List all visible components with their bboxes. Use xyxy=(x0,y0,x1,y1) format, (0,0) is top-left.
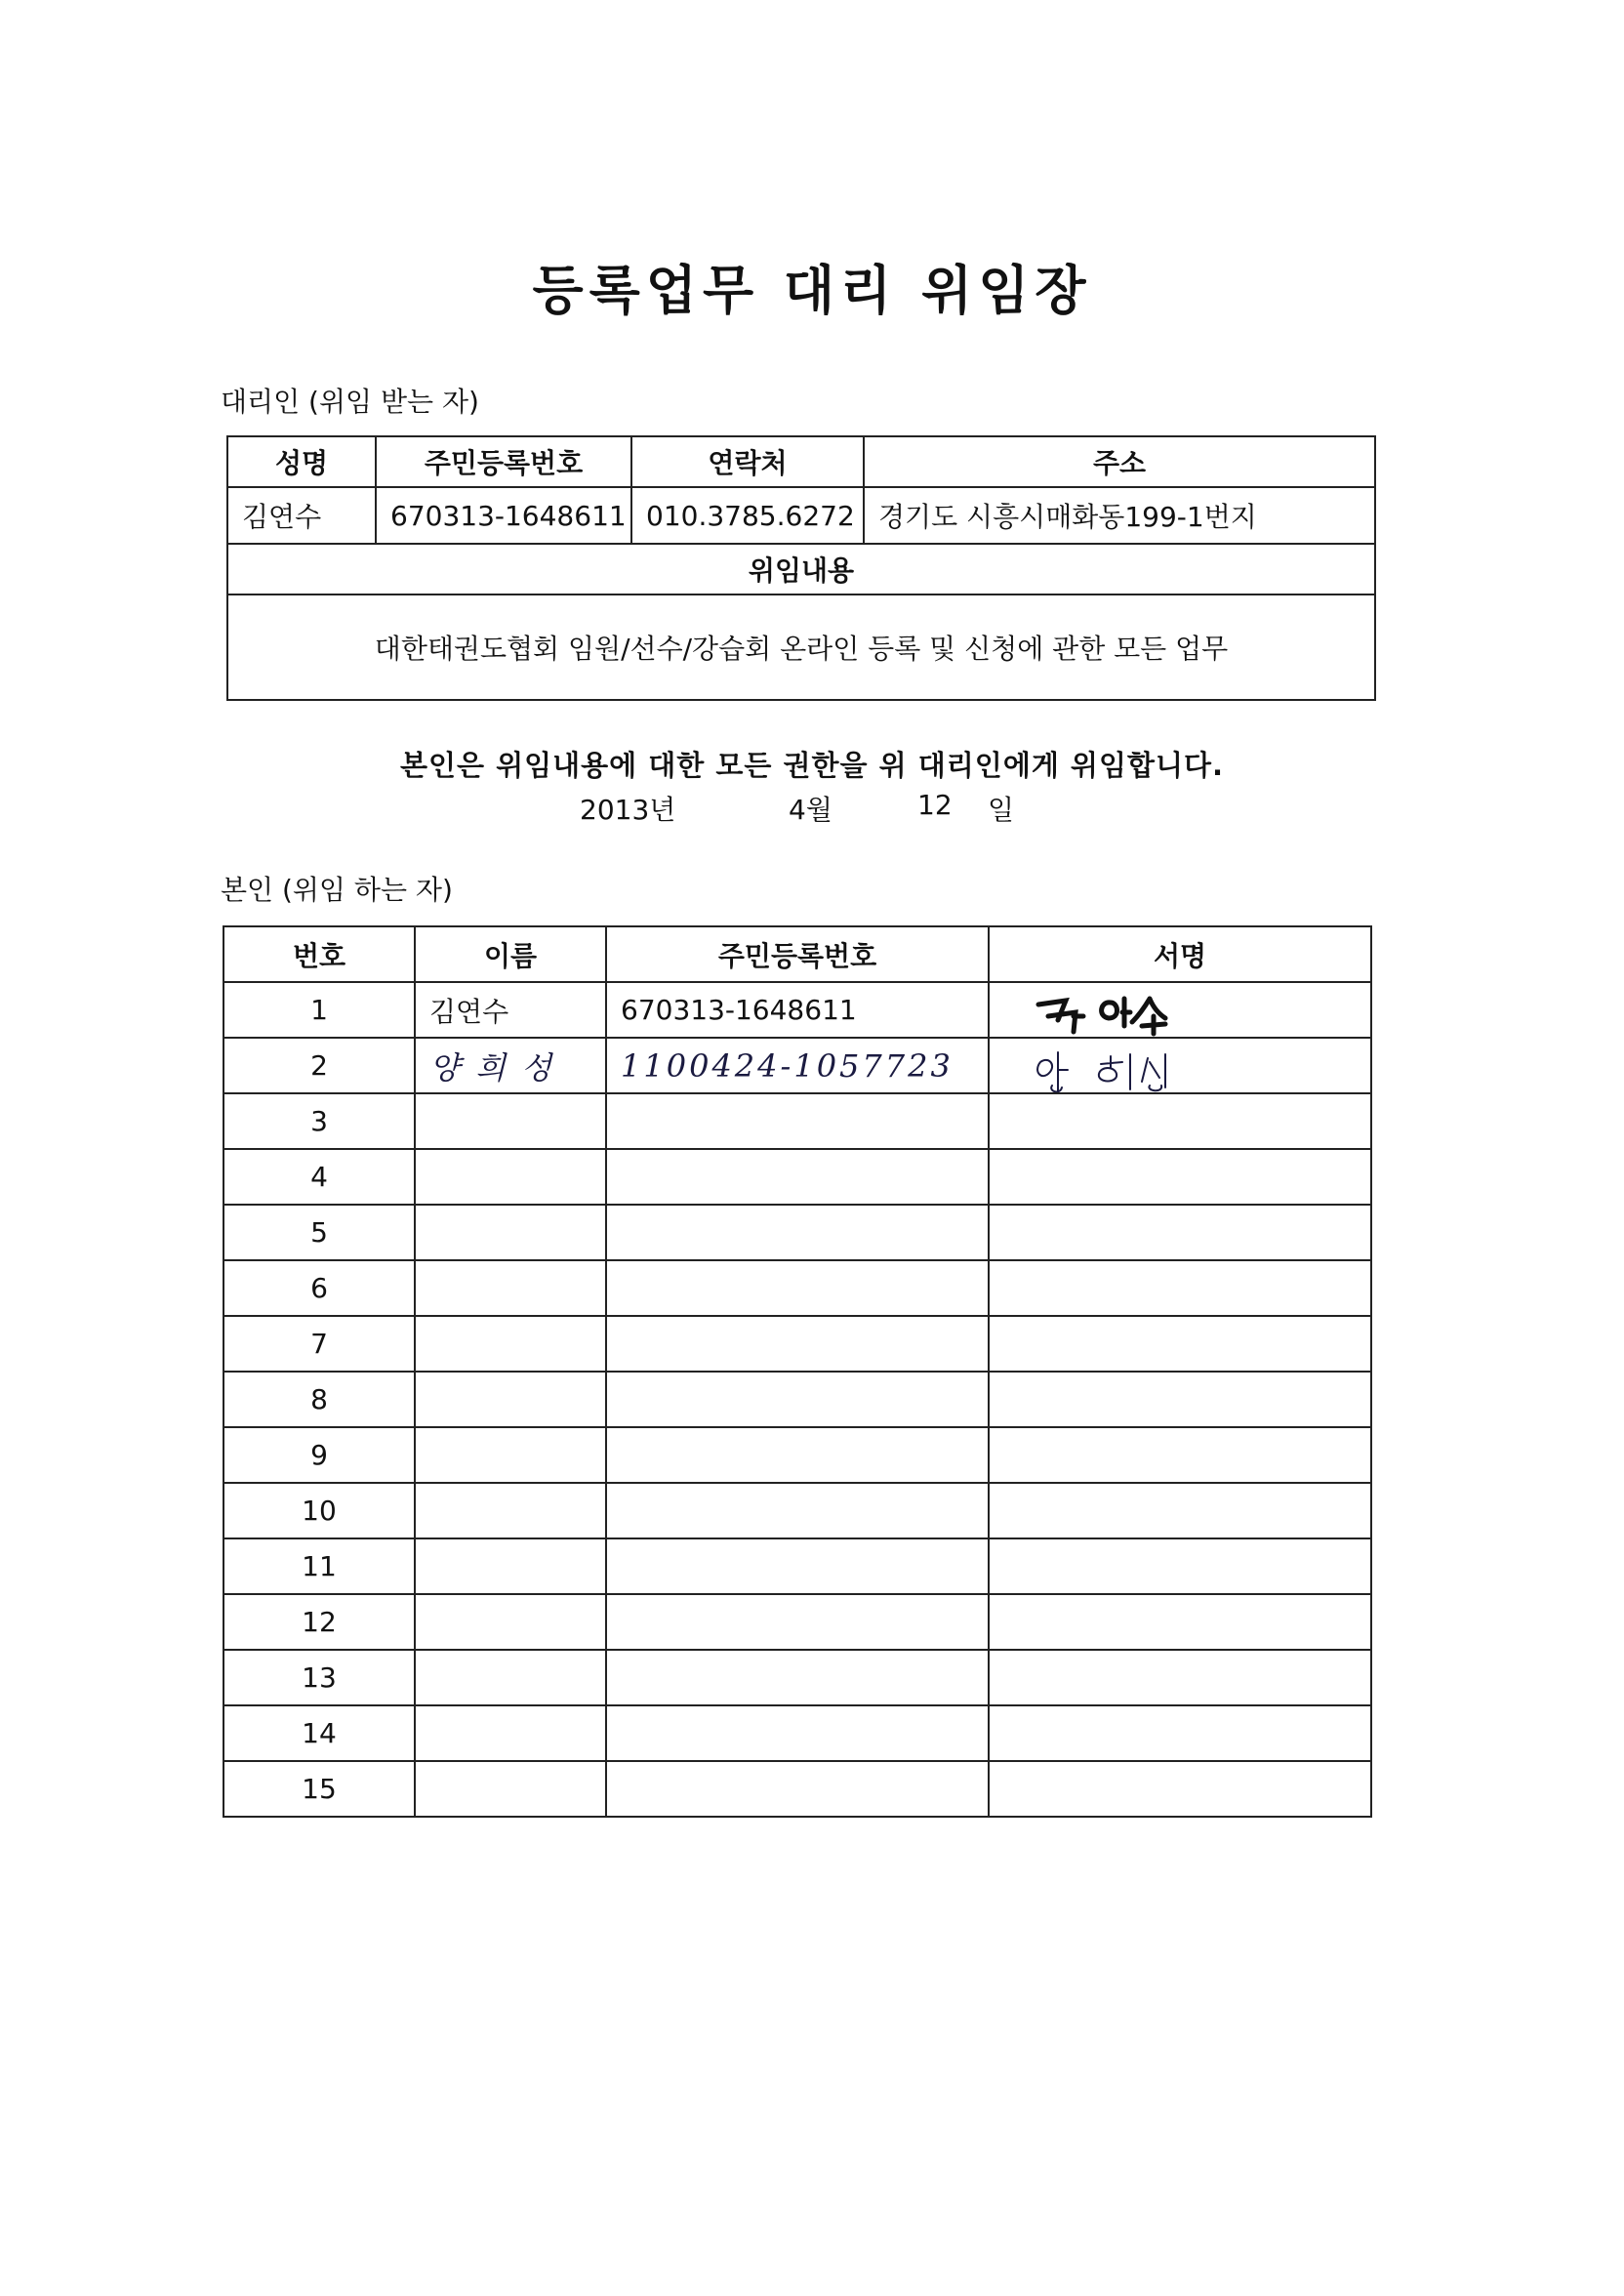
handwritten-signature xyxy=(1029,987,1224,1038)
row-number: 15 xyxy=(223,1761,415,1817)
table-row xyxy=(223,1260,1371,1316)
agent-data-row xyxy=(227,487,1375,544)
date-year: 2013년 xyxy=(580,794,676,826)
row-id-number xyxy=(606,1650,989,1705)
date-month: 4월 xyxy=(789,794,832,826)
content-body-row xyxy=(227,594,1375,700)
row-name xyxy=(415,1205,606,1260)
row-name xyxy=(415,1372,606,1427)
row-number: 5 xyxy=(223,1205,415,1260)
table-row xyxy=(223,1761,1371,1817)
table-row xyxy=(223,1594,1371,1650)
row-name xyxy=(415,1093,606,1149)
agent-name: 김연수 xyxy=(227,487,376,544)
delegation-statement: 본인은 위임내용에 대한 모든 권한을 위 대리인에게 위임합니다. xyxy=(399,749,1225,782)
row-name xyxy=(415,1149,606,1205)
agent-id-number: 670313-1648611 xyxy=(376,487,631,544)
row-signature xyxy=(989,1538,1371,1594)
date-day: 12 xyxy=(917,789,953,821)
row-name xyxy=(415,1483,606,1538)
row-number: 12 xyxy=(223,1594,415,1650)
row-signature xyxy=(989,1483,1371,1538)
row-id-number xyxy=(606,1761,989,1817)
agent-header-row xyxy=(227,436,1375,487)
row-number: 4 xyxy=(223,1149,415,1205)
row-signature xyxy=(989,1650,1371,1705)
document-title: 등록업무 대리 위임장 xyxy=(532,259,1092,321)
row-signature xyxy=(989,1205,1371,1260)
table-row xyxy=(223,1205,1371,1260)
table-row xyxy=(223,1316,1371,1372)
row-signature xyxy=(989,1372,1371,1427)
row-signature xyxy=(989,1149,1371,1205)
agent-address: 경기도 시흥시매화동199-1번지 xyxy=(864,487,1375,544)
table-row xyxy=(223,1705,1371,1761)
row-name xyxy=(415,1427,606,1483)
row-number: 13 xyxy=(223,1650,415,1705)
row-number: 1 xyxy=(223,982,415,1038)
row-number: 9 xyxy=(223,1427,415,1483)
table-row xyxy=(223,1149,1371,1205)
row-number: 8 xyxy=(223,1372,415,1427)
row-id-number xyxy=(606,1594,989,1650)
agent-header-address: 주소 xyxy=(864,436,1375,487)
table-row xyxy=(223,1372,1371,1427)
principal-section-label: 본인 (위임 하는 자) xyxy=(221,874,453,906)
principal-header-no: 번호 xyxy=(223,926,415,982)
row-signature xyxy=(989,1427,1371,1483)
handwritten-signature xyxy=(1029,1043,1224,1093)
row-name xyxy=(415,1260,606,1316)
agent-section-label: 대리인 (위임 받는 자) xyxy=(221,386,479,418)
table-row xyxy=(223,1093,1371,1149)
table-row xyxy=(223,1483,1371,1538)
agent-header-name: 성명 xyxy=(227,436,376,487)
row-number: 11 xyxy=(223,1538,415,1594)
row-signature xyxy=(989,1093,1371,1149)
row-name: 양 희 성 xyxy=(415,1038,606,1093)
date-day-unit: 일 xyxy=(988,794,1015,826)
content-header-row xyxy=(227,544,1375,594)
principal-table xyxy=(223,925,1372,1818)
row-signature xyxy=(989,1038,1371,1093)
row-id-number xyxy=(606,1316,989,1372)
row-name xyxy=(415,1761,606,1817)
row-signature xyxy=(989,982,1371,1038)
table-row xyxy=(223,1427,1371,1483)
content-header: 위임내용 xyxy=(227,544,1375,594)
agent-header-contact: 연락처 xyxy=(631,436,864,487)
row-number: 2 xyxy=(223,1038,415,1093)
table-row xyxy=(223,1038,1371,1093)
agent-header-id: 주민등록번호 xyxy=(376,436,631,487)
row-id-number xyxy=(606,1149,989,1205)
row-number: 3 xyxy=(223,1093,415,1149)
row-name xyxy=(415,1594,606,1650)
row-number: 10 xyxy=(223,1483,415,1538)
row-signature xyxy=(989,1316,1371,1372)
table-row xyxy=(223,1650,1371,1705)
row-signature xyxy=(989,1260,1371,1316)
principal-header-id: 주민등록번호 xyxy=(606,926,989,982)
delegation-content: 대한태권도협회 임원/선수/강습회 온라인 등록 및 신청에 관한 모든 업무 xyxy=(227,594,1375,700)
table-row xyxy=(223,982,1371,1038)
row-id-number xyxy=(606,1093,989,1149)
row-id-number xyxy=(606,1538,989,1594)
principal-header-name: 이름 xyxy=(415,926,606,982)
row-signature xyxy=(989,1761,1371,1817)
row-id-number: 1100424-1057723 xyxy=(606,1038,989,1093)
row-id-number xyxy=(606,1705,989,1761)
table-row xyxy=(223,1538,1371,1594)
row-name xyxy=(415,1538,606,1594)
row-name xyxy=(415,1650,606,1705)
principal-header-signature: 서명 xyxy=(989,926,1371,982)
principal-header-row xyxy=(223,926,1371,982)
row-id-number xyxy=(606,1260,989,1316)
row-name: 김연수 xyxy=(415,982,606,1038)
row-signature xyxy=(989,1705,1371,1761)
row-name xyxy=(415,1705,606,1761)
row-id-number xyxy=(606,1205,989,1260)
principal-rows xyxy=(223,982,1371,1817)
agent-table xyxy=(226,435,1376,701)
row-signature xyxy=(989,1594,1371,1650)
row-name xyxy=(415,1316,606,1372)
row-number: 14 xyxy=(223,1705,415,1761)
row-number: 6 xyxy=(223,1260,415,1316)
row-id-number xyxy=(606,1483,989,1538)
row-number: 7 xyxy=(223,1316,415,1372)
row-id-number: 670313-1648611 xyxy=(606,982,989,1038)
row-id-number xyxy=(606,1427,989,1483)
row-id-number xyxy=(606,1372,989,1427)
agent-contact: 010.3785.6272 xyxy=(631,487,864,544)
